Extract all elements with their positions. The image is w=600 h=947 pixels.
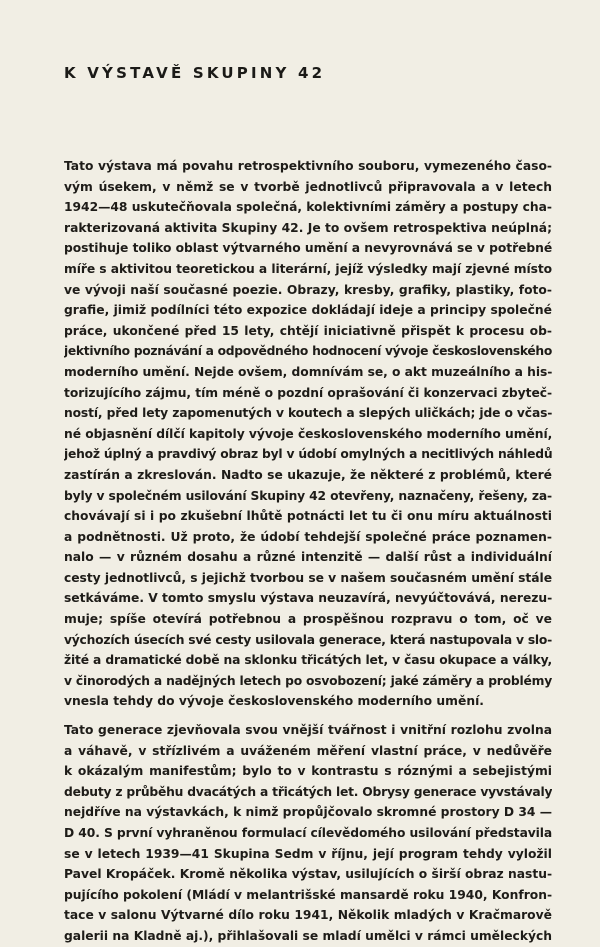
body-text: [64, 156, 552, 947]
text-line: chovávají si i po zkušební lhůtě potnácti let tu či onu míru aktuálnosti: [64, 509, 552, 524]
text-line: žité a dramatické době na sklonku třicátých let, v času okupace a války,: [64, 653, 552, 668]
text-line: ností, před lety zapomenutých v koutech a slepých uličkách; jde o včas-: [64, 406, 552, 421]
text-line: nejdříve na výstavkách, k nimž propůjčovalo skromné prostory D 34 —: [64, 805, 552, 820]
text-line: setkáváme. V tomto smyslu výstava neuzavírá, nevyúčtovává, nerezu-: [64, 591, 552, 606]
text-line: debuty z průběhu dvacátých a třicátých let. Obrysy generace vyvstávaly: [64, 784, 552, 799]
text-line: ve vývoji naší současné poezie. Obrazy, kresby, grafiky, plastiky, foto-: [64, 282, 552, 297]
text-line: pujícího pokolení (Mládí v melantrišské mansardě roku 1940, Konfron-: [64, 887, 552, 902]
text-line: práce, ukončené před 15 lety, chtějí iniciativně přispět k procesu ob-: [64, 323, 552, 338]
text-line: moderního umění. Nejde ovšem, domnívám se, o akt muzeálního a his-: [64, 364, 552, 379]
text-line: jektivního poznávání a odpovědného hodnocení vývoje československého: [64, 344, 552, 359]
text-line: v činorodých a nadějných letech po osvobození; jaké záměry a problémy: [64, 673, 552, 688]
text-line: rakterizovaná aktivita Skupiny 42. Je to ovšem retrospektiva neúplná;: [64, 220, 552, 235]
text-line: zastírán a zkreslován. Nadto se ukazuje, že některé z problémů, které: [64, 467, 552, 482]
text-line: Tato výstava má povahu retrospektivního souboru, vymezeného časo-: [64, 159, 552, 173]
paragraph: [64, 720, 552, 947]
text-line: a podnětnosti. Už proto, že údobí tehdejší společné práce poznamen-: [64, 529, 552, 544]
text-line: galerii na Kladně aj.), přihlašovali se mladí umělci v rámci uměleckých: [64, 928, 552, 943]
text-line: míře s aktivitou teoretickou a literární, jejíž výsledky mají zjevné místo: [64, 261, 552, 276]
text-line: k okázalým manifestům; bylo to v kontrastu s róznými a sebejistými: [64, 764, 552, 779]
text-line: Pavel Kropáček. Kromě několika výstav, usilujících o širší obraz nastu-: [64, 867, 552, 882]
paragraph: [64, 156, 552, 712]
text-line: né objasnění dílčí kapitoly vývoje československého moderního umění,: [64, 426, 552, 441]
text-line: nalo — v různém dosahu a různé intenzitě — další růst a individuální: [64, 550, 552, 565]
text-line: jehož úplný a pravdivý obraz byl v údobí omylných a necitlivých náhledů: [64, 447, 552, 462]
text-line: vnesla tehdy do vývoje československého moderního umění.: [64, 694, 484, 709]
text-line: D 40. S první vyhraněnou formulací cílevědomého usilování představila: [64, 826, 552, 840]
text-line: a váhavě, v střízlivém a uváženém měření vlastní práce, v nedůvěře: [64, 743, 552, 758]
text-line: se v letech 1939—41 Skupina Sedm v říjnu, její program tehdy vyložil: [64, 846, 552, 861]
text-line: muje; spíše otevírá potřebnou a prospěšnou rozpravu o tom, oč ve: [64, 612, 552, 627]
text-line: tace v salonu Výtvarné dílo roku 1941, Několik mladých v Kračmarově: [64, 908, 552, 923]
text-line: cesty jednotlivců, s jejichž tvorbou se v našem současném umění stále: [64, 570, 552, 585]
text-line: torizujícího zájmu, tím méně o pozdní oprašování či konzervaci zbyteč-: [64, 385, 552, 400]
page-heading: K VÝSTAVĚ SKUPINY 42: [64, 64, 326, 82]
text-line: vým úsekem, v němž se v tvorbě jednotlivců připravovala a v letech: [64, 179, 552, 194]
text-line: grafie, jimiž podílníci této expozice dokládají ideje a principy společné: [64, 303, 552, 318]
text-line: byly v společném usilování Skupiny 42 otevřeny, naznačeny, řešeny, za-: [64, 488, 552, 503]
text-line: Tato generace zjevňovala svou vnější tvářnost i vnitřní rozlohu zvolna: [64, 723, 552, 738]
text-line: postihuje toliko oblast výtvarného umění a nevyrovnává se v potřebné: [64, 241, 552, 256]
text-line: výchozích úsecích své cesty usilovala generace, která nastupovala v slo-: [64, 632, 552, 647]
text-line: 1942—48 uskutečňovala společná, kolektivními záměry a postupy cha-: [64, 200, 552, 215]
